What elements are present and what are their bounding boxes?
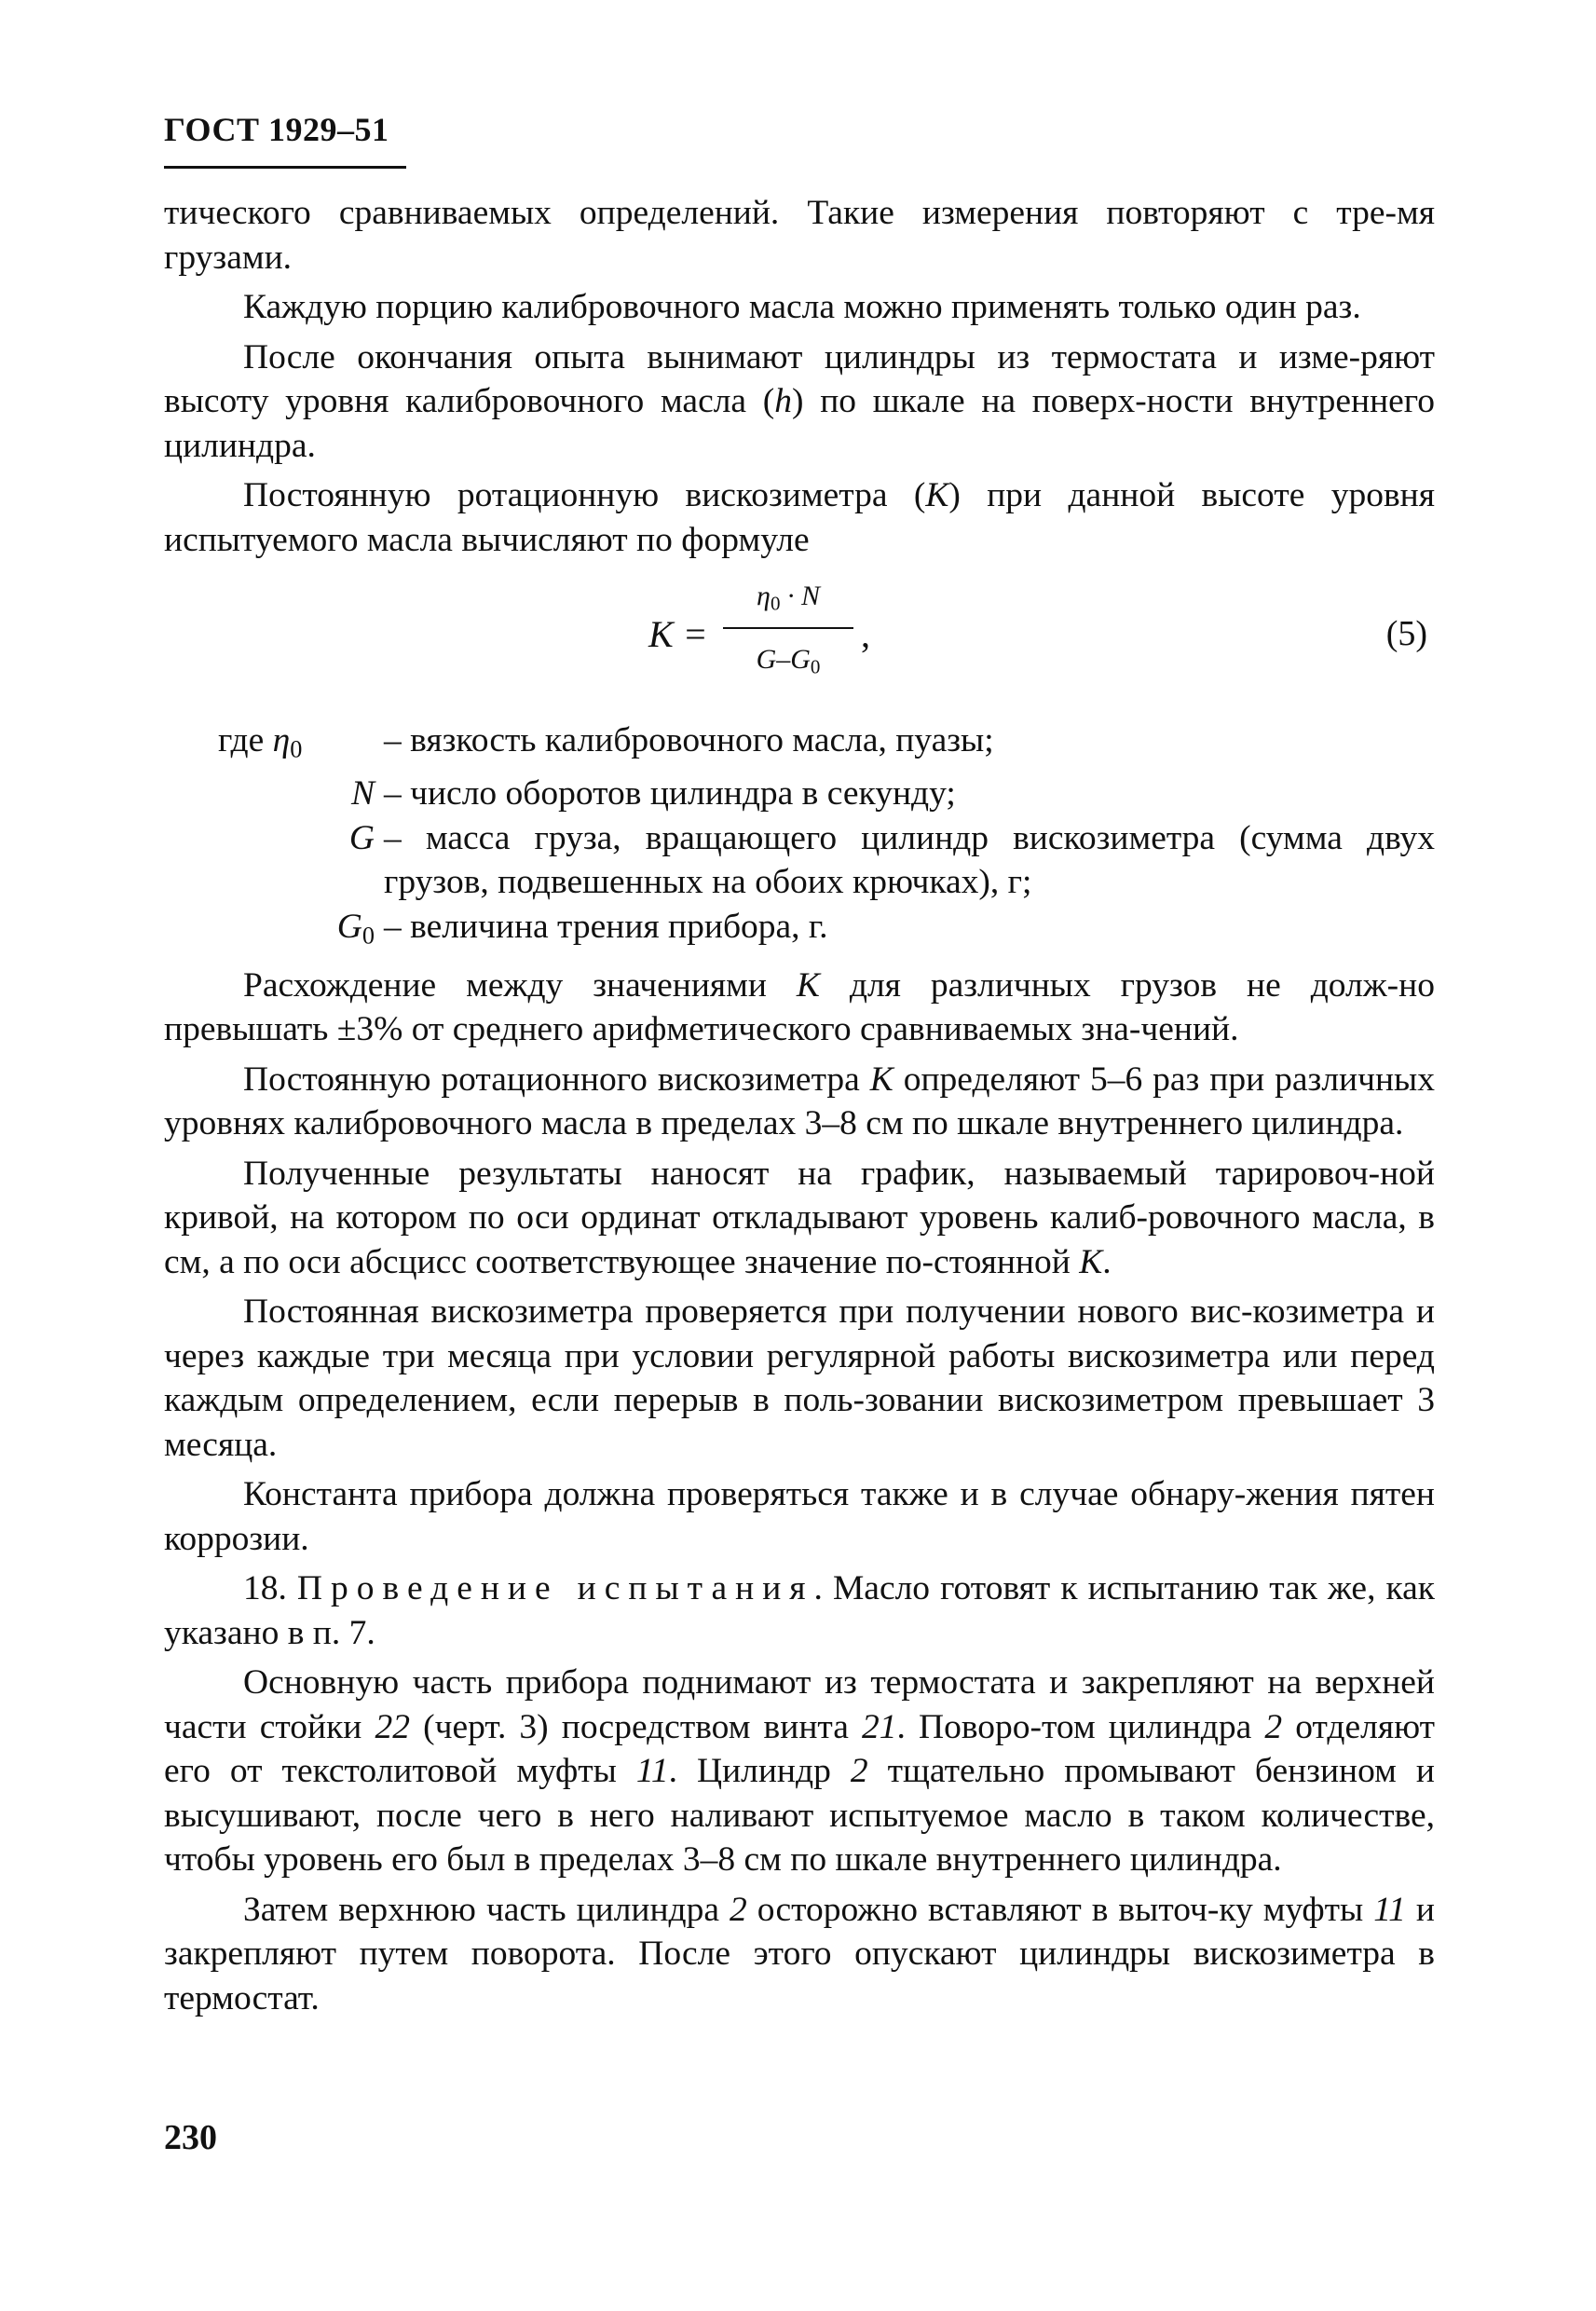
definition-eta [164,718,1435,772]
paragraph-determination: Постоянную ротационного вискозиметра K определяют 5–6 раз при различных уровнях калибровочного масла в пределах 3–8 см по шкале внутреннего цилиндра. [164,1060,1435,1143]
definition-text: – величина трения прибора, г. [384,907,828,946]
variable-definitions [164,718,1435,958]
formula-number: (5) [1385,614,1427,653]
paragraph-continuation: тического сравниваемых определений. Такие измерения повторяют с тре-мя грузами. [164,194,1435,277]
body-text [164,191,1435,2020]
header-rule [164,166,406,169]
standard-header: ГОСТ 1929–51 [164,111,389,148]
formula-5 [164,573,1435,705]
section-18-heading: 18. Проведение испытания. Масло готовят к испытанию так же, как указано в п. 7. [164,1569,1435,1652]
definition-g0 [164,905,1435,958]
formula-denominator: $G-G_0$ [756,644,821,678]
definition-symbol: N [350,774,375,814]
paragraph-assembly: Затем верхнюю часть цилиндра 2 осторожно вставляют в выточ-ку муфты 11 и закрепляют путем поворота. После этого опускают цилиндры вискозиметра в термостат. [164,1890,1435,2017]
formula-lhs: K = [648,613,708,655]
formula-comma: , [861,613,870,655]
fraction-bar [723,627,853,629]
definition-n [164,772,1435,816]
paragraph-deviation: Расхождение между значениями K для различных грузов не долж-но превышать ±3% от среднего арифметического сравниваемых зна-чений. [164,965,1435,1049]
definition-symbol: $G_0$ [336,907,375,950]
formula-numerator: $\eta_0 \cdot N$ [757,581,820,615]
paragraph-calibration-curve: Полученные результаты наносят на график, называемый тарировоч-ной кривой, на котором по оси ординат откладывают уровень калиб-ровочного масла, в см, а по оси абсцисс соответствующее значение по-стоянной K. [164,1154,1435,1281]
definition-text: – число оборотов цилиндра в секунду; [384,774,956,814]
definition-symbol: G [348,818,375,857]
formula-fraction [723,573,853,683]
paragraph-constant-intro: Постоянную ротационную вискозиметра (K) при данной высоте уровня испытуемого масла вычисляют по формуле [164,476,1435,559]
paragraph-single-use: Каждую порцию калибровочного масла можно применять только один раз. [243,288,1361,326]
definition-text: – масса груза, вращающего цилиндр вискозиметра (сумма двух грузов, подвешенных на обоих крючках), г; [384,818,1435,902]
definition-g [164,816,1435,905]
paragraph-corrosion: Константа прибора должна проверяться также и в случае обнару-жения пятен коррозии. [164,1475,1435,1558]
paragraph-verification: Постоянная вискозиметра проверяется при получении нового вис-козиметра и через каждые три месяца при условии регулярной работы вискозиметра или перед каждым определением, если перерыв в поль-зовании вискозиметром превышает 3 месяца. [164,1292,1435,1464]
section-title: Проведение испытания [296,1569,814,1608]
definition-text: – вязкость калибровочного масла, пуазы; [384,721,994,759]
page-number: 230 [164,2118,217,2157]
paragraph-procedure: Основную часть прибора поднимают из термостата и закрепляют на верхней части стойки 22 (черт. 3) посредством винта 21. Поворо-том цилиндра 2 отделяют его от текстолитовой муфты 11. Цилиндр 2 тщательно промывают бензином и высушивают, после чего в него наливают испытуемое масло в таком количестве, чтобы уровень его был в пределах 3–8 см по шкале внутреннего цилиндра. [164,1663,1436,1880]
definition-symbol: где $\eta_0$ [218,721,303,763]
paragraph-measure-level: После окончания опыта вынимают цилиндры из термостата и изме-ряют высоту уровня калибровочного масла (h) по шкале на поверх-ности внутреннего цилиндра. [164,337,1435,465]
